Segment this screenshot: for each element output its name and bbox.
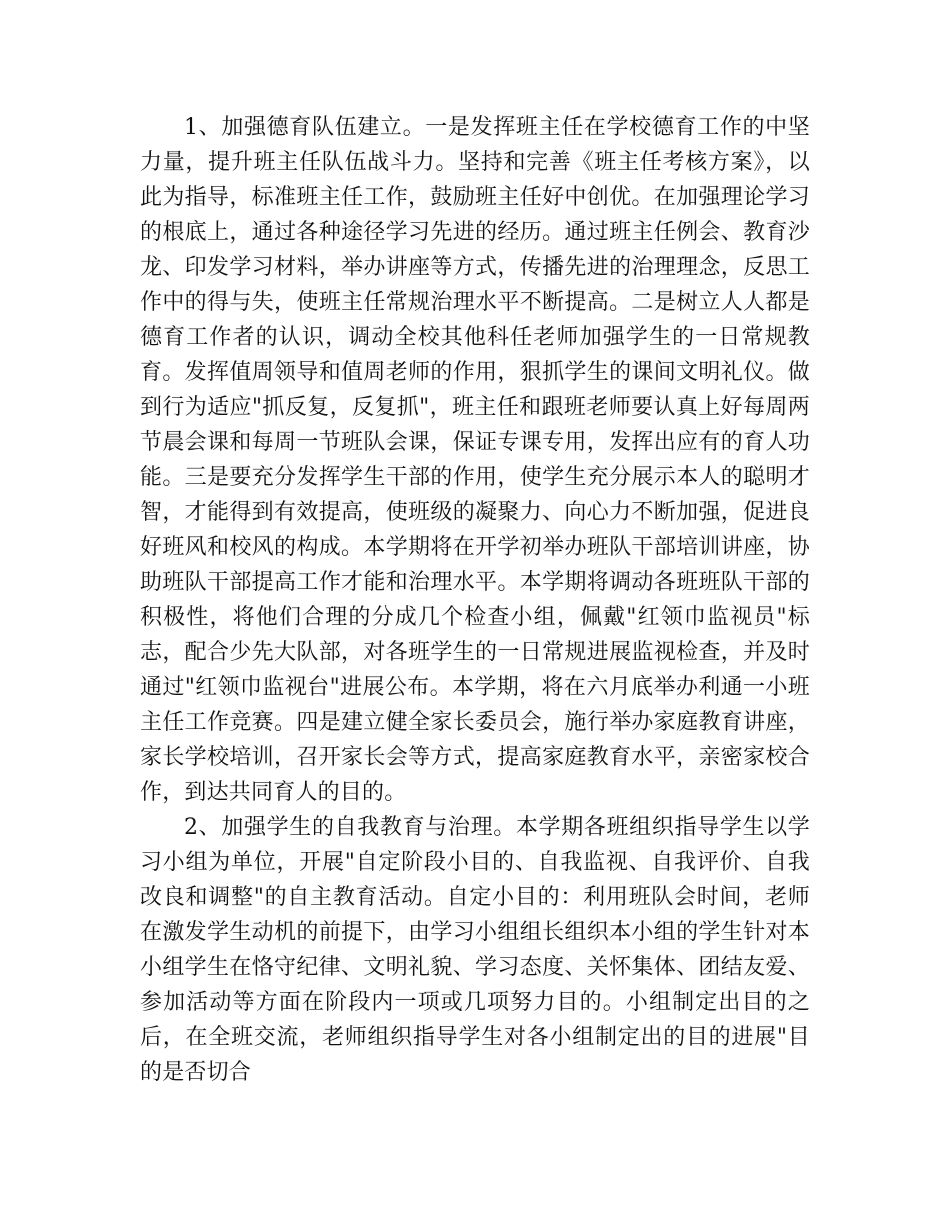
paragraph-2: 2、加强学生的自我教育与治理。本学期各班组织指导学生以学习小组为单位，开展"自定阶段小目的、自我监视、自我评价、自我改良和调整"的自主教育活动。自定小目的：利用班队会时间，老师在激发学生动机的前提下，由学习小组组长组织本小组的学生针对本小组学生在恪守纪律、文明礼貌、学习态度、关怀集体、团结友爱、参加活动等方面在阶段内一项或几项努力目的。小组制定出目的之后，在全班交流，老师组织指导学生对各小组制定出的目的进展"目的是否切合 (140, 815, 810, 1085)
document-body (140, 110, 810, 1090)
paragraph-1: 1、加强德育队伍建立。一是发挥班主任在学校德育工作的中坚力量，提升班主任队伍战斗力。坚持和完善《班主任考核方案》，以此为指导，标准班主任工作，鼓励班主任好中创优。在加强理论学习的根底上，通过各种途径学习先进的经历。通过班主任例会、教育沙龙、印发学习材料，举办讲座等方式，传播先进的治理理念，反思工作中的得与失，使班主任常规治理水平不断提高。二是树立人人都是德育工作者的认识，调动全校其他科任老师加强学生的一日常规教育。发挥值周领导和值周老师的作用，狠抓学生的课间文明礼仪。做到行为适应"抓反复，反复抓"，班主任和跟班老师要认真上好每周两节晨会课和每周一节班队会课，保证专课专用，发挥出应有的育人功能。三是要充分发挥学生干部的作用，使学生充分展示本人的聪明才智，才能得到有效提高，使班级的凝聚力、向心力不断加强，促进良好班风和校风的构成。本学期将在开学初举办班队干部培训讲座，协助班队干部提高工作才能和治理水平。本学期将调动各班班队干部的积极性，将他们合理的分成几个检查小组，佩戴"红领巾监视员"标志，配合少先大队部，对各班学生的一日常规进展监视检查，并及时通过"红领巾监视台"进展公布。本学期，将在六月底举办利通一小班主任工作竞赛。四是建立健全家长委员会，施行举办家庭教育讲座，家长学校培训，召开家长会等方式，提高家庭教育水平，亲密家校合作，到达共同育人的目的。 (140, 115, 810, 805)
